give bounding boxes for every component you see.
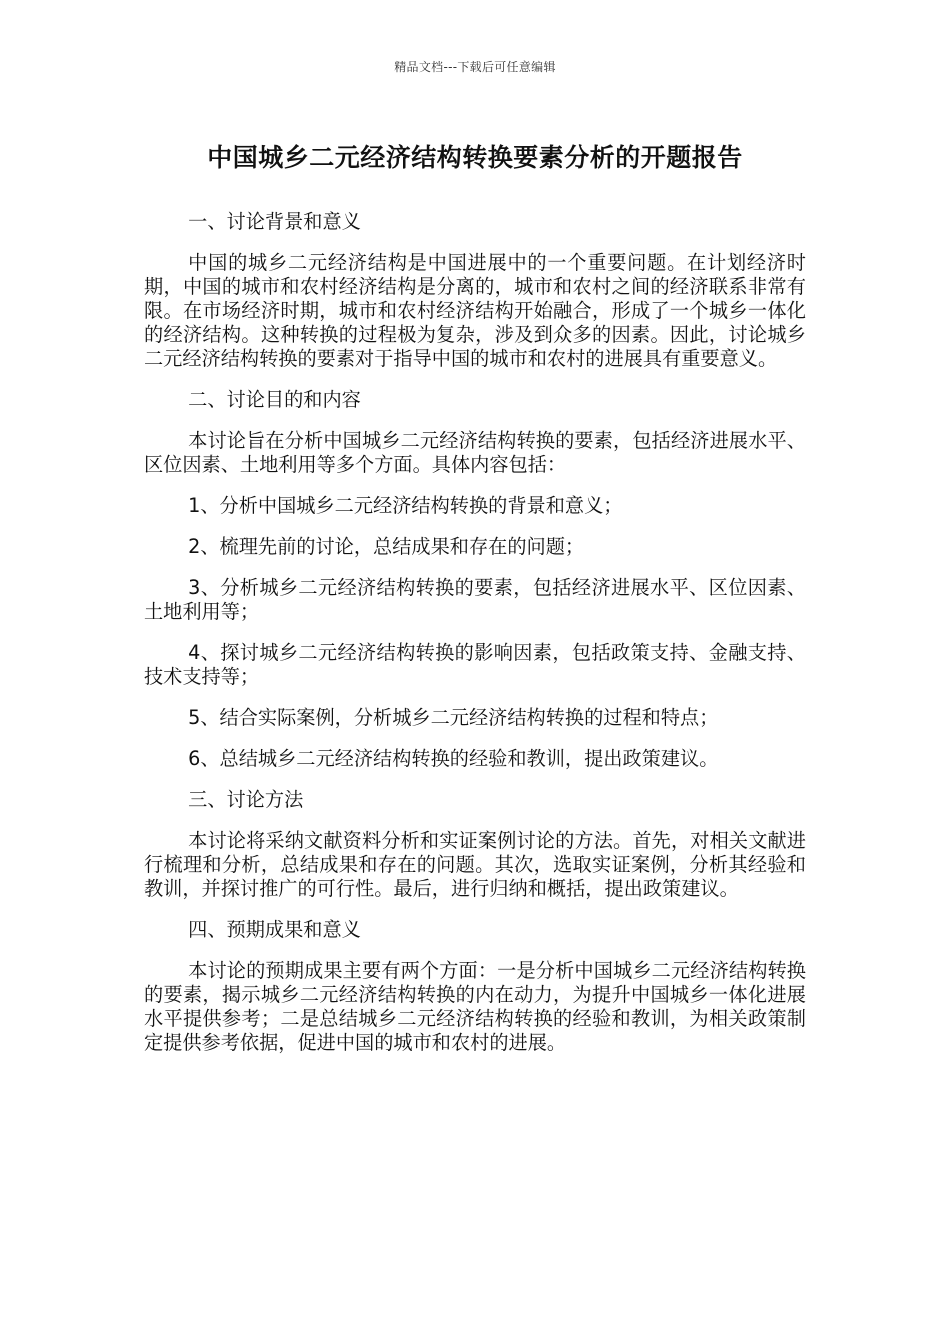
document-body [144, 210, 806, 1072]
section-heading-background: 一、讨论背景和意义 [188, 210, 361, 233]
section-heading-method: 三、讨论方法 [188, 788, 304, 811]
list-item-2: 2、梳理先前的讨论，总结成果和存在的问题； [188, 535, 585, 558]
section-heading-outcomes: 四、预期成果和意义 [188, 918, 361, 941]
paragraph-method: 本讨论将采纳文献资料分析和实证案例讨论的方法。首先，对相关文献进行梳理和分析，总结成果和存在的问题。其次，选取实证案例，分析其经验和教训，并探讨推广的可行性。最后，进行归纳和概括，提出政策建议。 [144, 829, 806, 900]
section-heading-purpose: 二、讨论目的和内容 [188, 388, 361, 411]
paragraph-background: 中国的城乡二元经济结构是中国进展中的一个重要问题。在计划经济时期，中国的城市和农村经济结构是分离的，城市和农村之间的经济联系非常有限。在市场经济时期，城市和农村经济结构开始融合，形成了一个城乡一体化的经济结构。这种转换的过程极为复杂，涉及到众多的因素。因此，讨论城乡二元经济结构转换的要素对于指导中国的城市和农村的进展具有重要意义。 [144, 251, 806, 370]
paragraph-outcomes: 本讨论的预期成果主要有两个方面：一是分析中国城乡二元经济结构转换的要素，揭示城乡二元经济结构转换的内在动力，为提升中国城乡一体化进展水平提供参考；二是总结城乡二元经济结构转换的经验和教训，为相关政策制定提供参考依据，促进中国的城市和农村的进展。 [144, 959, 806, 1054]
paragraph-purpose: 本讨论旨在分析中国城乡二元经济结构转换的要素，包括经济进展水平、区位因素、土地利用等多个方面。具体内容包括： [144, 429, 806, 476]
list-item-1: 1、分析中国城乡二元经济结构转换的背景和意义； [188, 494, 623, 517]
list-item-3: 3、分析城乡二元经济结构转换的要素，包括经济进展水平、区位因素、土地利用等； [144, 576, 806, 623]
list-item-6: 6、总结城乡二元经济结构转换的经验和教训，提出政策建议。 [188, 747, 719, 770]
list-item-4: 4、探讨城乡二元经济结构转换的影响因素，包括政策支持、金融支持、技术支持等； [144, 641, 806, 688]
list-item-5: 5、结合实际案例，分析城乡二元经济结构转换的过程和特点； [188, 706, 719, 729]
page-header: 精品文档---下载后可任意编辑 [394, 60, 556, 74]
document-title: 中国城乡二元经济结构转换要素分析的开题报告 [207, 143, 743, 172]
